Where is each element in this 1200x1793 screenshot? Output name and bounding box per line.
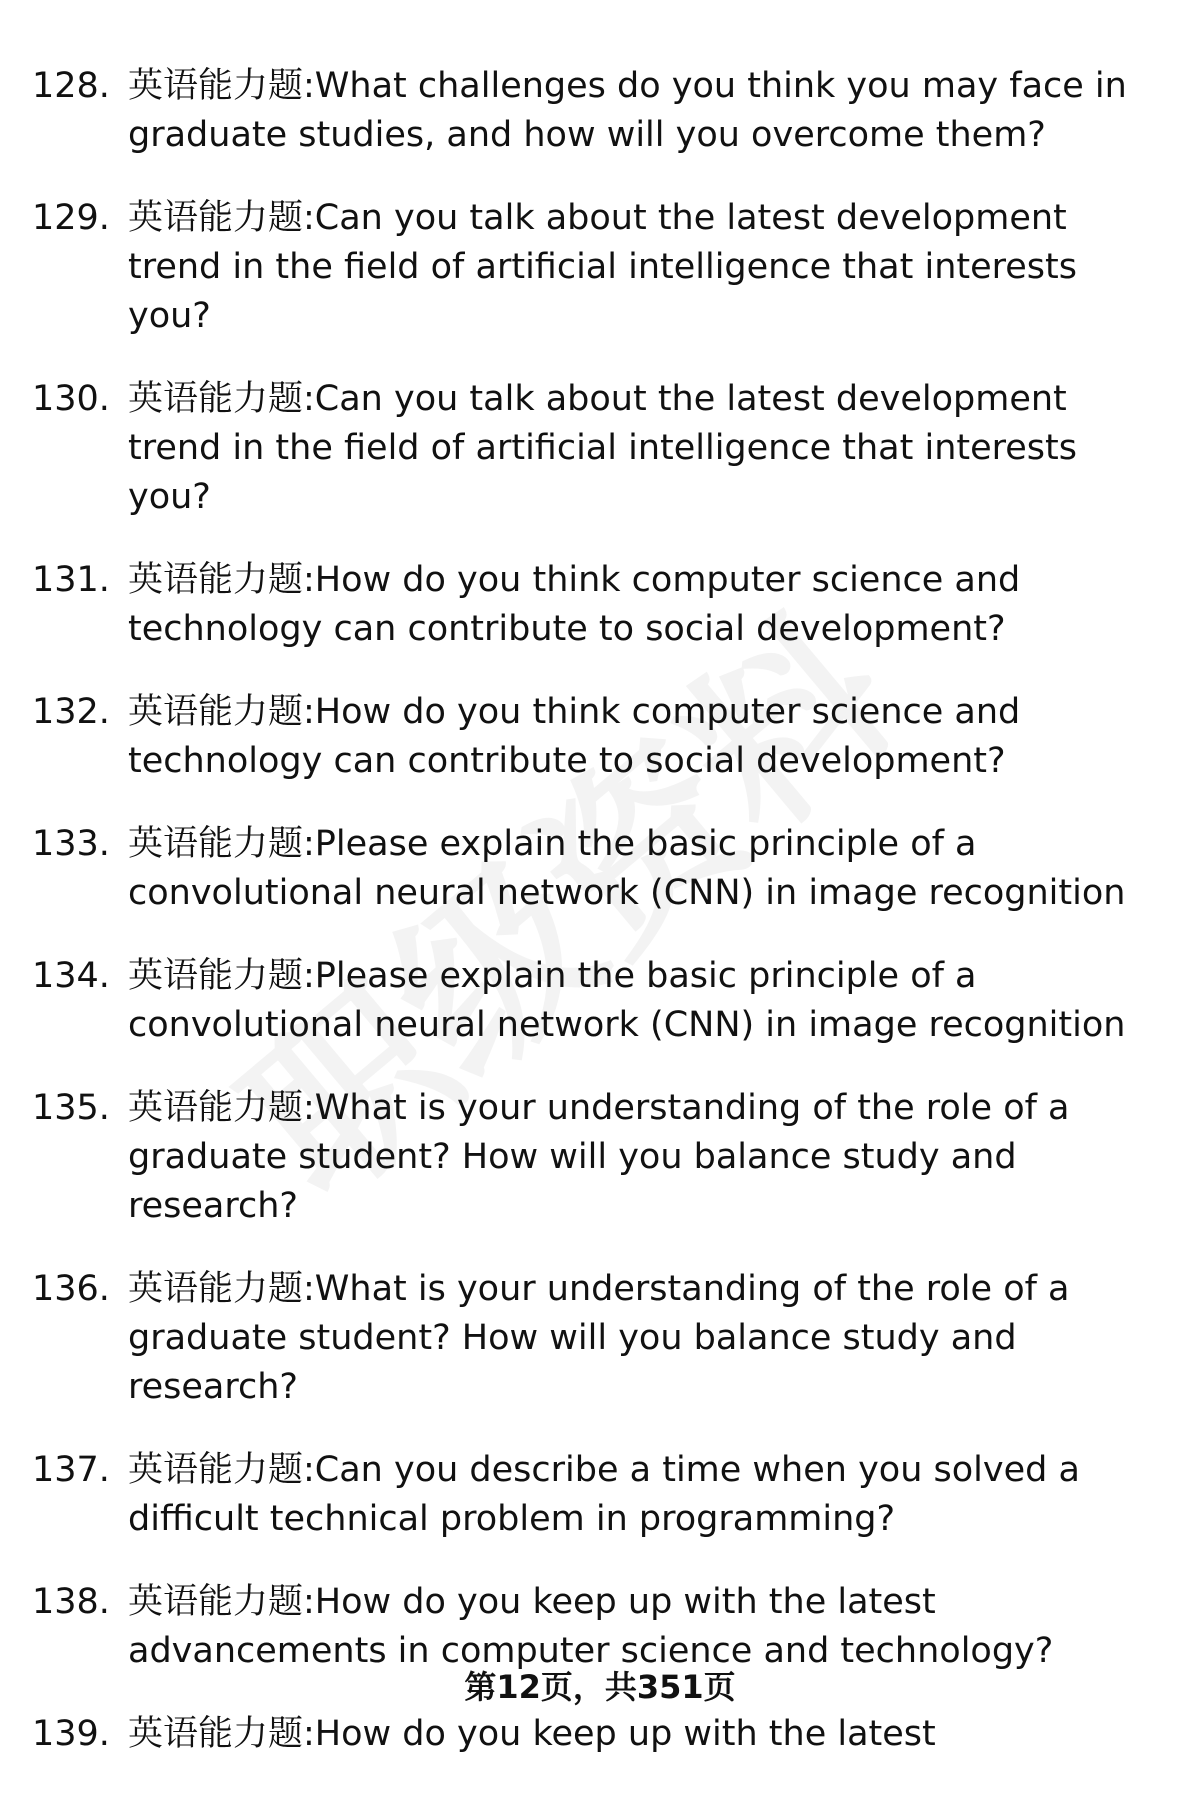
question-text: What is your understanding of the role of a graduate student? How will you balance study and research?	[128, 1088, 1070, 1226]
question-text: Please explain the basic principle of a convolutional neural network (CNN) in image recognition	[128, 824, 1126, 913]
question-number: 135.	[32, 1088, 110, 1128]
question-text: How do you think computer science and technology can contribute to social development?	[128, 692, 1021, 781]
question-category-label: 英语能力题:	[128, 1450, 315, 1490]
question-number: 133.	[32, 824, 110, 864]
question-item	[0, 820, 1200, 918]
question-item	[0, 1084, 1200, 1231]
question-number: 134.	[32, 956, 110, 996]
question-text: Can you talk about the latest development trend in the field of artificial intelligence that interests you?	[128, 379, 1077, 517]
question-number: 136.	[32, 1269, 110, 1309]
question-number: 139.	[32, 1714, 110, 1754]
question-category-label: 英语能力题:	[128, 379, 315, 419]
question-number: 138.	[32, 1582, 110, 1622]
question-item	[0, 1710, 1200, 1759]
question-number: 129.	[32, 198, 110, 238]
question-category-label: 英语能力题:	[128, 692, 315, 732]
question-text: What is your understanding of the role of a graduate student? How will you balance study and research?	[128, 1269, 1070, 1407]
question-item	[0, 1446, 1200, 1544]
question-item	[0, 1265, 1200, 1412]
question-list	[0, 62, 1200, 1793]
question-category-label: 英语能力题:	[128, 198, 315, 238]
question-text: How do you keep up with the latest	[314, 1714, 936, 1754]
page-footer: 第12页，共351页	[464, 1668, 736, 1706]
question-text: What challenges do you think you may face in graduate studies, and how will you overcome them?	[128, 66, 1127, 155]
question-item	[0, 556, 1200, 654]
question-item	[0, 688, 1200, 786]
question-item	[0, 952, 1200, 1050]
question-category-label: 英语能力题:	[128, 560, 315, 600]
question-number: 130.	[32, 379, 110, 419]
question-category-label: 英语能力题:	[128, 1088, 315, 1128]
question-number: 137.	[32, 1450, 110, 1490]
question-text: How do you keep up with the latest advancements in computer science and technology?	[128, 1582, 1054, 1671]
question-text: How do you think computer science and technology can contribute to social development?	[128, 560, 1021, 649]
question-category-label: 英语能力题:	[128, 66, 315, 106]
question-text: Can you describe a time when you solved a difficult technical problem in programming?	[128, 1450, 1080, 1539]
question-category-label: 英语能力题:	[128, 1714, 315, 1754]
question-item	[0, 62, 1200, 160]
question-category-label: 英语能力题:	[128, 824, 315, 864]
question-text: Please explain the basic principle of a convolutional neural network (CNN) in image recognition	[128, 956, 1126, 1045]
question-number: 128.	[32, 66, 110, 106]
question-text: Can you talk about the latest development trend in the field of artificial intelligence that interests you?	[128, 198, 1077, 336]
question-category-label: 英语能力题:	[128, 1582, 315, 1622]
question-item	[0, 194, 1200, 341]
question-item	[0, 375, 1200, 522]
question-category-label: 英语能力题:	[128, 956, 315, 996]
question-number: 131.	[32, 560, 110, 600]
question-category-label: 英语能力题:	[128, 1269, 315, 1309]
question-number: 132.	[32, 692, 110, 732]
